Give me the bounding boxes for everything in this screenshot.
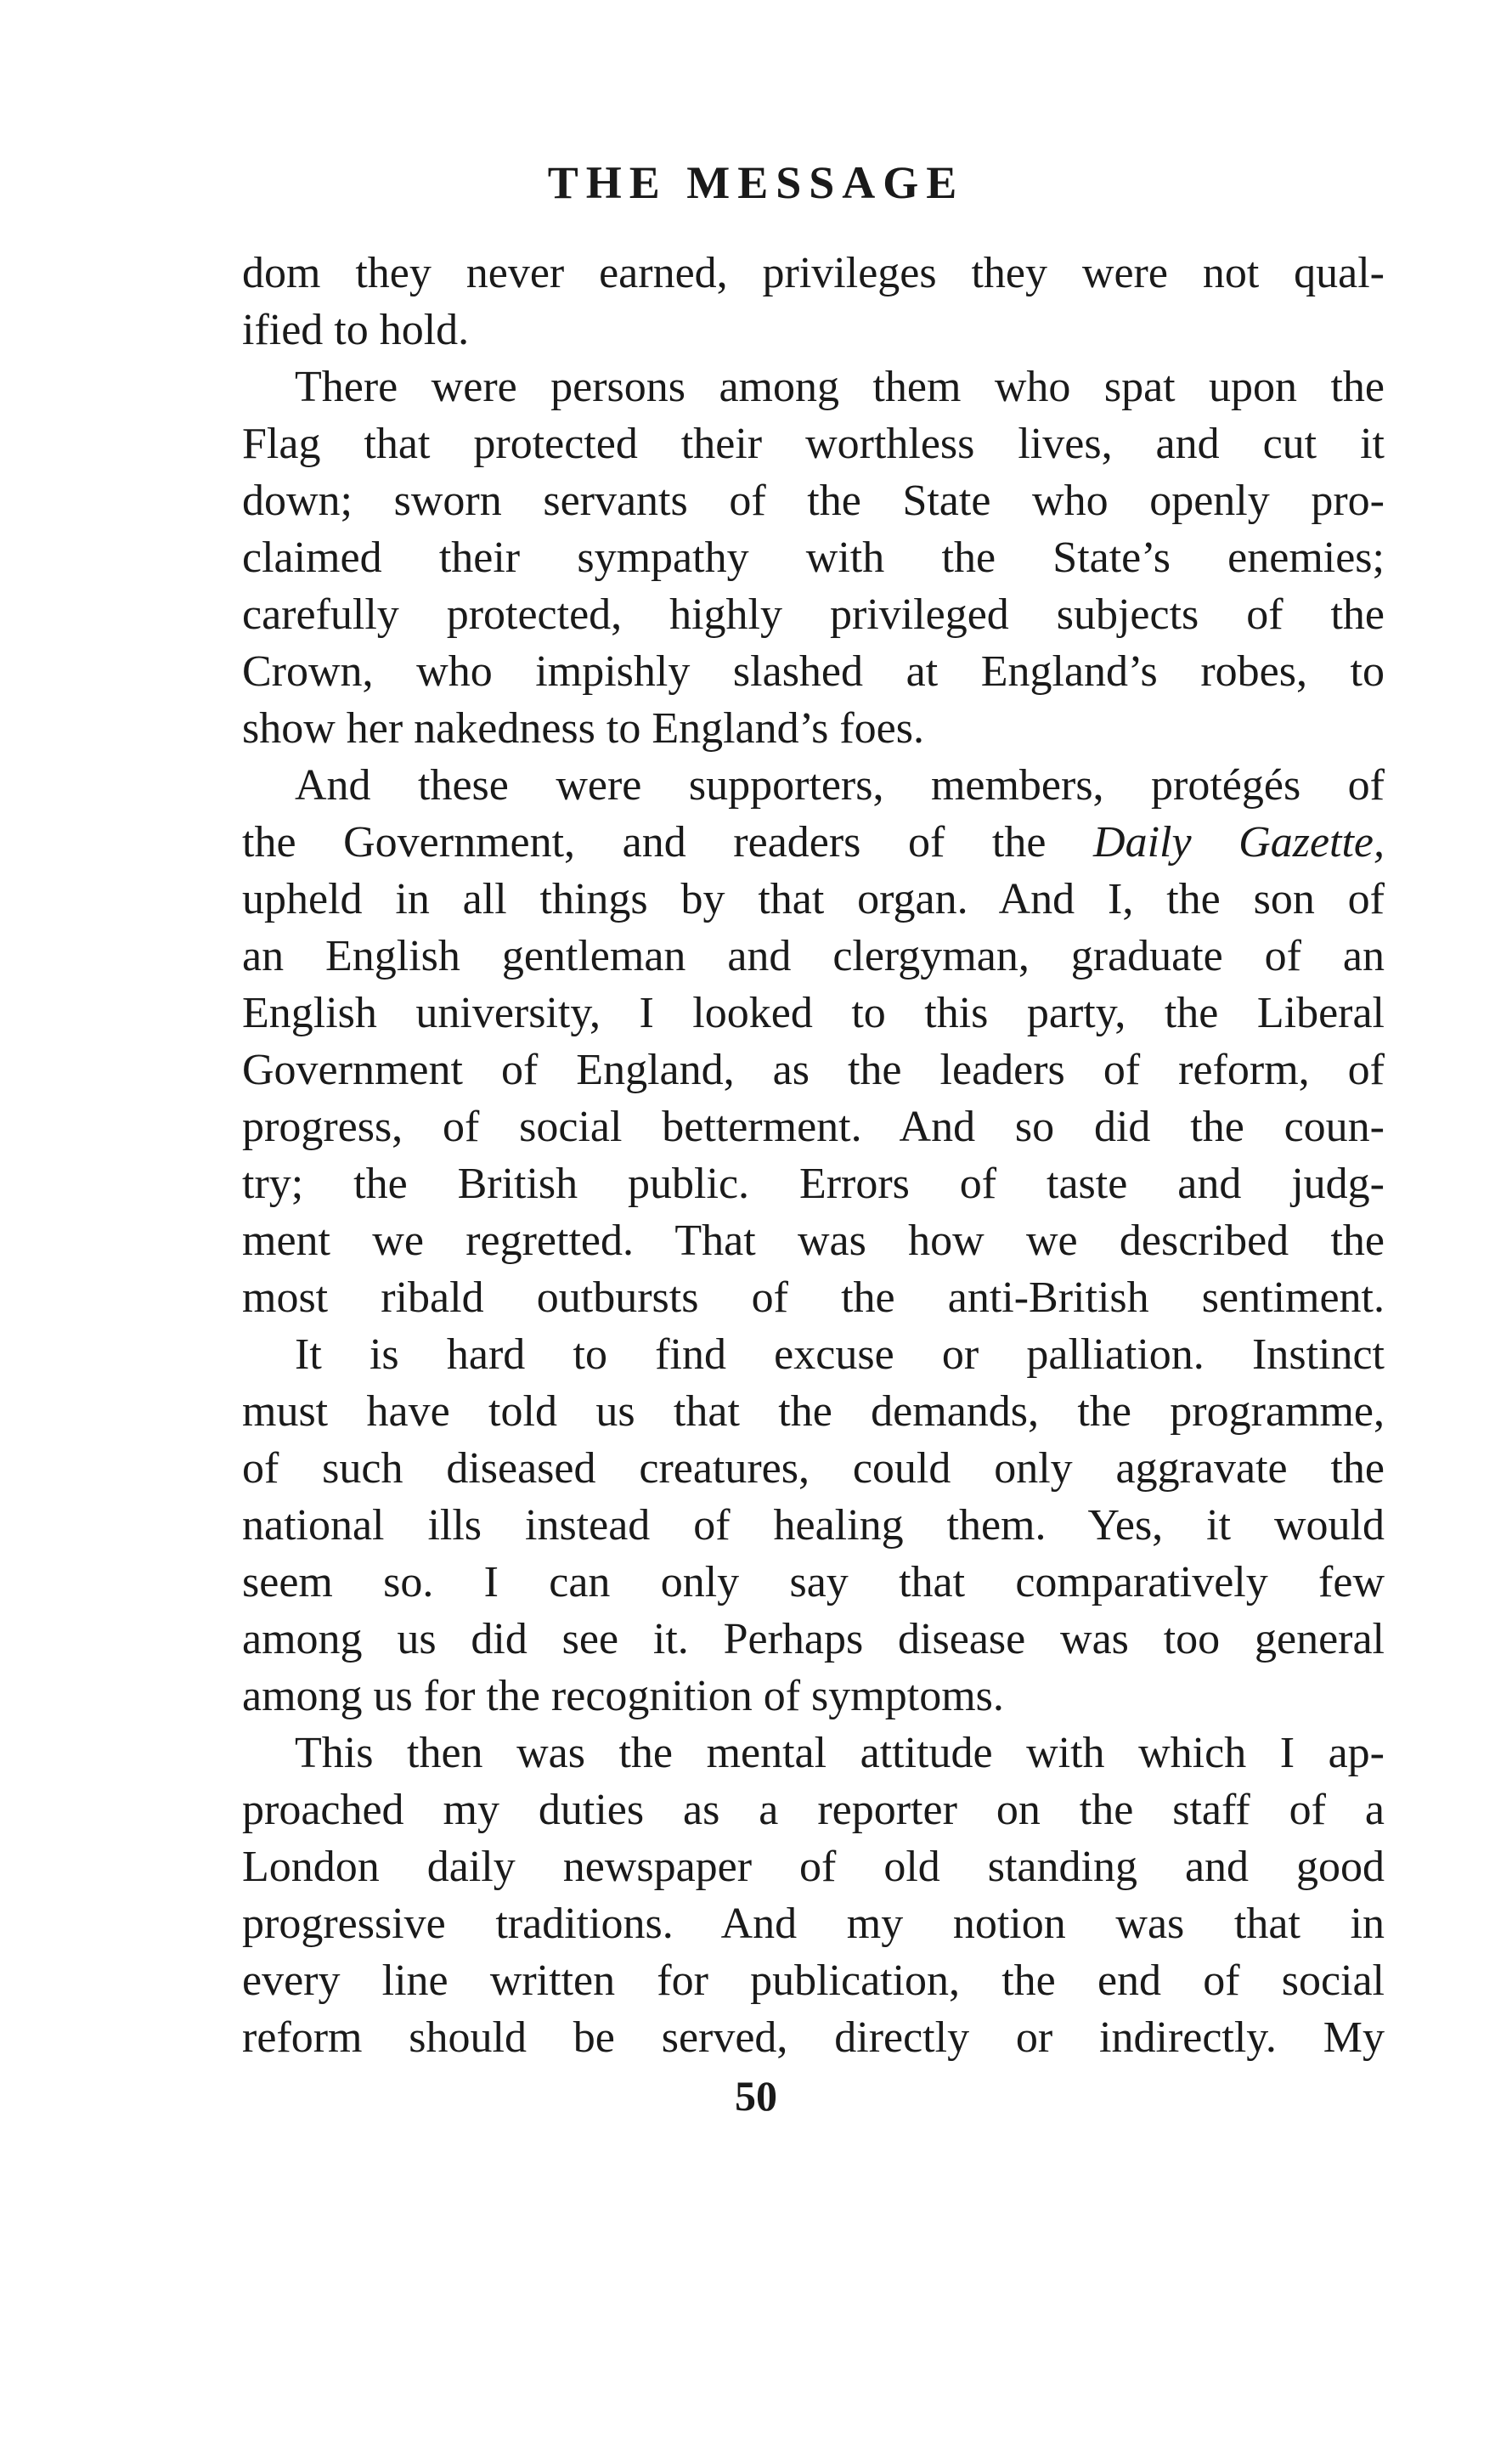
text-line: national ills instead of healing them. Yes, it would	[242, 1501, 1385, 1550]
text-line: There were persons among them who spat upon the	[295, 363, 1385, 411]
text-line: reform should be served, directly or indirectly. My	[242, 2013, 1385, 2062]
page-number: 50	[735, 2072, 777, 2120]
text-line: London daily newspaper of old standing and good	[242, 1843, 1385, 1891]
text-line: It is hard to find excuse or palliation. Instinct	[295, 1330, 1385, 1379]
text-line: Flag that protected their worthless lives, and cut it	[242, 420, 1385, 468]
text-line-with-italic	[242, 814, 1385, 871]
text-line: ified to hold.	[242, 306, 470, 354]
text-line: progress, of social betterment. And so did the coun-	[242, 1103, 1385, 1151]
text-line: Government of England, as the leaders of reform, of	[242, 1046, 1385, 1094]
text-line: among us did see it. Perhaps disease was too general	[242, 1615, 1385, 1663]
text-line: Crown, who impishly slashed at England’s robes, to	[242, 647, 1385, 696]
body-text	[242, 245, 1385, 2066]
text-line: of such diseased creatures, could only aggravate the	[242, 1444, 1385, 1493]
text-line: every line written for publication, the end of social	[242, 1956, 1385, 2005]
text-line: upheld in all things by that organ. And I, the son of	[242, 875, 1385, 923]
text-line: progressive traditions. And my notion was that in	[242, 1900, 1385, 1948]
text-line: And these were supporters, members, protégés of	[295, 761, 1385, 810]
running-head: THE MESSAGE	[547, 157, 965, 208]
newspaper-title: Daily Gazette,	[1093, 818, 1385, 867]
text-line: English university, I looked to this party, the Liberal	[242, 989, 1385, 1037]
text-line: must have told us that the demands, the programme,	[242, 1387, 1385, 1436]
text-line: show her nakedness to England’s foes.	[242, 704, 924, 753]
text-line: proached my duties as a reporter on the staff of a	[242, 1786, 1385, 1834]
text-line: ment we regretted. That was how we described the	[242, 1217, 1385, 1265]
text-line: dom they never earned, privileges they were not qual-	[242, 249, 1385, 297]
text-line: most ribald outbursts of the anti-British sentiment.	[242, 1273, 1385, 1322]
text-fragment: the Government, and readers of the	[242, 818, 1047, 867]
text-line: This then was the mental attitude with which I ap-	[295, 1729, 1385, 1777]
text-line: try; the British public. Errors of taste and judg-	[242, 1160, 1385, 1208]
text-line: among us for the recognition of symptoms.	[242, 1672, 1004, 1720]
text-line: an English gentleman and clergyman, graduate of an	[242, 932, 1385, 980]
text-line: seem so. I can only say that comparatively few	[242, 1558, 1385, 1606]
text-line: claimed their sympathy with the State’s enemies;	[242, 534, 1385, 582]
text-line: carefully protected, highly privileged subjects of the	[242, 590, 1385, 639]
text-line: down; sworn servants of the State who openly pro-	[242, 477, 1385, 525]
